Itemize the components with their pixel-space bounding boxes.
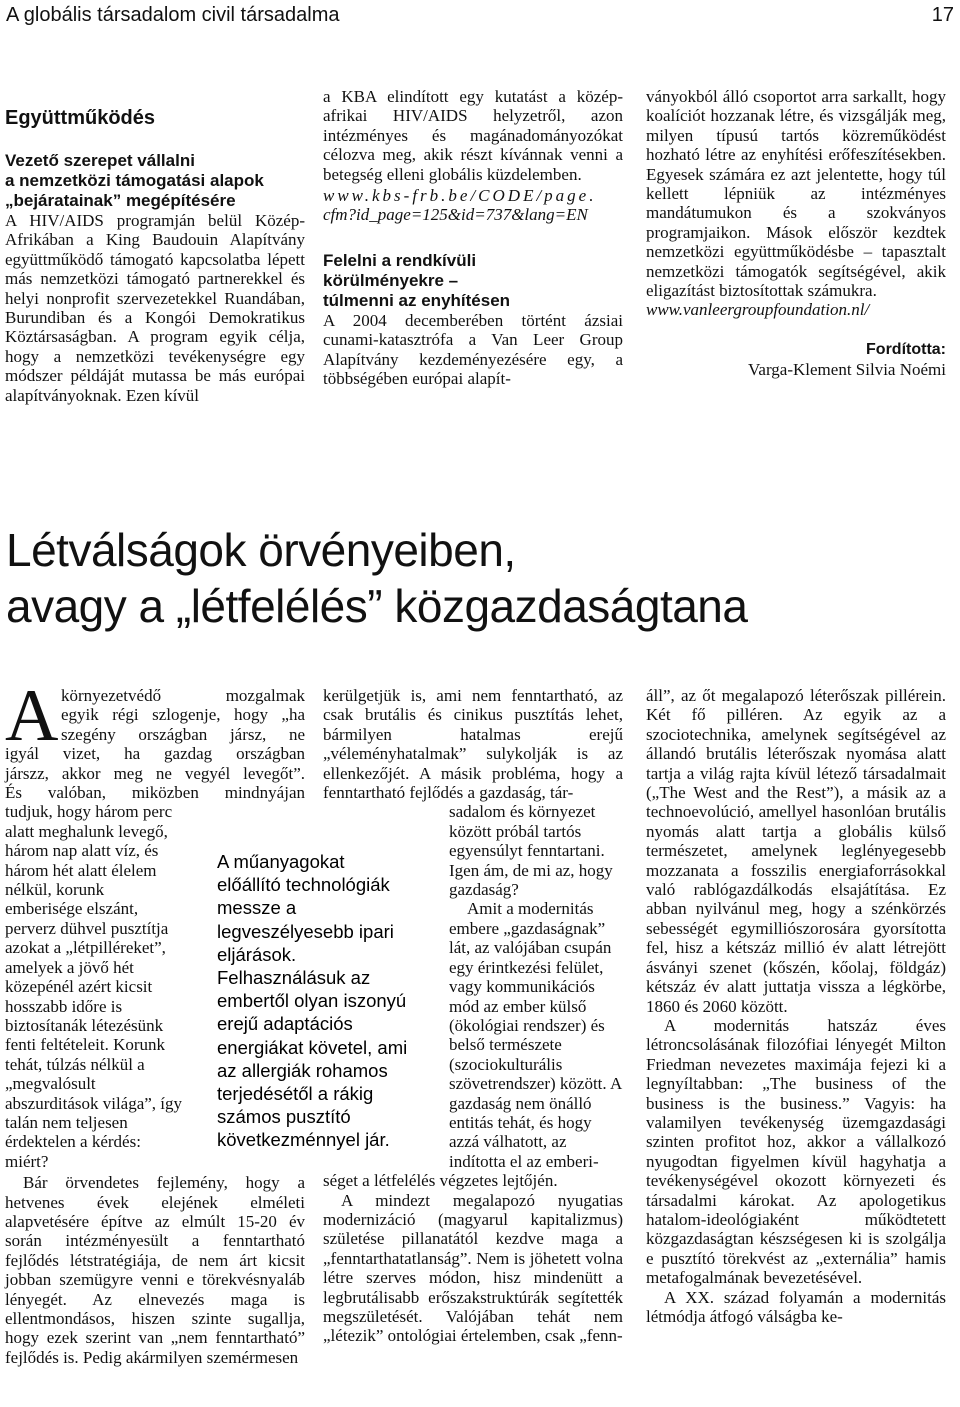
body-paragraph: A mindezt megalapozó nyugatias modernizáció (magyarul kapitalizmus) születése pillanatától kezdve maga a „fenntarthatatlanság”. Nem is jöhetett volna létre szerves módon, hisz mindenütt a legbrutálisabb erőszakstruktúrák segítették megszületését. Valójában tehát nem „létezik” ontológiai értelemben, csak „fenn- [323,1190,623,1346]
text-line: igyál vizet, ha gazdag országban [5,744,305,764]
text-line: járszz, akkor meg ne vegyél levegőt”. [5,763,305,783]
url-link[interactable]: www.kbs-frb.be/CODE/page. [323,186,597,206]
body-paragraph: Bár örvendetes fejlemény, hogy a hetvenes évek elejének elméleti alapvetésére építve az elmúlt 15-20 év során intézményesült a fenntartható fejlődés létstratégiája, de nem árt kicsit jobban szemügyre venni e törekvésnyaláb lényegét. Az elnevezés maga is ellentmondásos, hiszen szinte sugallja, hogy ezek szerint van „nem fenntartható” fejlődés is. Pedig akármilyen szemérmesen [5,1173,305,1367]
top-column-3 [646,87,946,380]
top-column-2 [323,87,623,388]
article-column-3 [646,686,946,1326]
subheading: túlmenni az enyhítésen [323,290,511,310]
section-title: Együttműködés [5,107,156,129]
translator-name: Varga-Klement Silvia Noémi [748,359,946,379]
body-paragraph: séget a létfelélés végzetes lejtőjén. [323,1171,558,1191]
page-number: 17 [931,4,954,26]
body-paragraph: sadalom és környezet között próbál tartós egyensúlyt fenntartani. Igen ám, de mi az, hogy gazdaság? [449,802,613,900]
body-paragraph: A 2004 decemberében történt ázsiai cunami-katasztrófa a Van Leer Group Alapítvány kezdeményezésére egy, a többségében európai alapít- [323,310,623,389]
body-paragraph: Amit a modernitás embere „gazdaságnak” lát, az valójában csupán egy érintkezési felület, vagy kommunikációs mód az ember külső (ökológiai rendszer) és belső természete (szociokulturális szövetrendszer) között. A gazdaság nem önálló entitás tehát, és hogy azzá válhatott, az indította el az emberi- [449,899,622,1171]
translator-label: Fordította: [866,340,946,358]
subheading: Felelni a rendkívüli [323,250,477,270]
article-column-2 [323,686,623,1346]
article-title [6,522,956,634]
body-paragraph: áll”, az őt megalapozó léterőszak pillérein. Két fő pilléren. Az egyik az a szociotechnika, amelynek segítségével az állandó brutális léterőszak nyomása alatt tartja a világ rajta kívül létező társadalmait („The West and the Rest”), a másik az a technoevolúció, amellyel hasonlóan brutális nyomás alatt tartja a globális külső természetet, amelynek leglényegesebb mozzanata a fosszilis energiaforrásokkal való rablógazdálkodás elsajátítása. Ez abban nyilvánul meg, hogy a szénkörzés sebességét egymilliószorosára gyorsította fel, hisz a kétszáz millió év alatt létrejött ásványi szenet (kőszén, kőolaj, földgáz) kétszáz év alatt juttatja vissza a légkörbe, 1860 és 2060 között. [646,686,946,1016]
subheading: a nemzetközi támogatási alapok [5,171,264,190]
body-paragraph: A HIV/AIDS programján belül Közép-Afrikában a King Baudouin Alapítvány együttműködő támogató kapcsolatba lépett más nemzetközi támogató partnerekkel és helyi nonprofit szervezetekkel Ruandában, Burundiban és a Kongói Demokratikus Köztársaságban. A program egyik célja, hogy a nemzetközi tevékenységre egy módszer példáját mutassa be más európai alapítványoknak. Ezen kívül [5,211,305,405]
body-paragraph: ványokból álló csoportot arra sarkallt, hogy koalíciót hozzanak létre, és vizsgálják meg, milyen típusú tartós közreműködést hozható létre az enyhítési erőfeszítésekben. Egyesek számára ez azt jelentette, hogy túl kellett lépniük az intézményes mandátumukon és a szokványos programjaikon. Mások először kezdtek nemzetközi együttműködésbe – tapasztalt nemzetközi támogatók segítségével, akik eligazítást biztosítottak számukra. [646,87,946,301]
text-line: És valóban, miközben mindnyájan [5,783,305,803]
running-title: A globális társadalom civil társadalma [6,4,340,26]
dropcap: A [5,675,59,757]
body-paragraph: A modernitás hatszáz éves létroncsolásának filozófiai lényegét Milton Friedman nevezetes maximája fejezi ki a legnyíltabban: „The business of the business is the business.” Vagyis: ha valamilyen tevékenység üzemgazdasági szinten profitot hoz, akkor a vállalkozó nyugodtan figyelmen kívül hagyhatja a tevékenységével okozott környezeti és társadalmi károkat. Az apologetikus hatalom-ideológiaként működtetett közgazdaságtan készségesen ki is szolgálja e pusztító törekvést az „externália” hamis metafogalmának bevezetésével. [646,1015,946,1288]
top-column-1 [5,105,305,405]
subheading: „bejáratainak” megépítésére [5,191,236,210]
url-link[interactable]: cfm?id_page=125&id=737&lang=EN [323,205,588,225]
text-line: szegény országban jársz, ne [61,724,305,744]
subheading: körülményekre – [323,270,459,290]
text-line: környezetvédő mozgalmak [61,686,305,705]
body-paragraph: a KBA elindított egy kutatást a közép-afrikai HIV/AIDS helyzetről, azon intézményes és magánadományozókat célozva meg, akik részt kívánnak venni a betegség elleni globális küzdelemben. [323,87,623,184]
url-link[interactable]: www.vanleergroupfoundation.nl/ [646,300,870,320]
article-title-line: avagy a „létfelélés” közgazdaságtana [6,580,748,632]
subheading: Vezető szerepet vállalni [5,151,195,170]
body-paragraph: tudjuk, hogy három perc alatt meghalunk levegő, három nap alatt víz, és három hét alatt élelem nélkül, korunk emberisége elszánt, perverz dühvel pusztítja azokat a „létpilléreket”, amelyek a jövő hét közepénél azért kicsit hosszabb időre is biztosítanák létezésünk fenti feltételeit. Korunk tehát, túlzás nélkül a „megvalósult abszurditások világa”, így talán nem teljesen érdektelen a kérdés: miért? [5,802,183,1171]
text-line: egyik régi szlogenje, hogy „ha [61,705,305,725]
body-paragraph: A XX. század folyamán a modernitás létmódja átfogó válságba ke- [646,1287,946,1326]
article-title-line: Létválságok örvényeiben, [6,524,516,576]
body-paragraph: kerülgetjük is, ami nem fenntartható, az csak brutális és cinikus pusztítás lehet, bármilyen hatalmas erejű „véleményhatalmak” sulykolják is az ellenkezőjét. A másik probléma, hogy a fenntartható fejlődés a gazdaság, tár- [323,686,623,803]
pull-quote: A műanyagokat előállító technológiák messze a legveszélyesebb ipari eljárások. Felhasználásuk az embertől olyan iszonyú erejű adaptációs energiákat követel, ami az allergiák rohamos terjedésétől a rákig számos pusztító következménnyel jár. [217,851,408,1151]
